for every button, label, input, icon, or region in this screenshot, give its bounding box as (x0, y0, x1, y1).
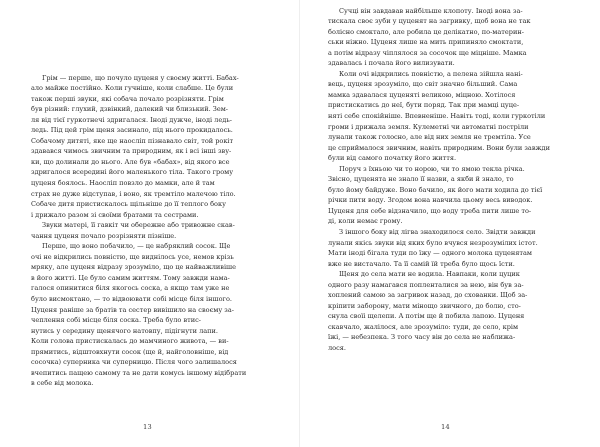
text-line: в його житті. Це було самим життям. Тому завжди нама- (31, 273, 230, 282)
text-line: Звуки матері, її гавкіт чи обережне або тривожне скав- (42, 221, 235, 230)
text-line: лунали також голосно, але від них земля не тремтіла. Усе (328, 133, 531, 142)
text-line: болісно смоктало, але робила це делікатно, по-материн- (328, 27, 524, 36)
text-line: Цуценя раніше за братів та сестер вивішило на своєму за- (31, 305, 234, 314)
text-line: кріпити заборону, мати мінощо звичного, до болю, сто- (328, 301, 521, 310)
text-line: мамка здавалася цуценяті великою, міцною. Хотілося (328, 90, 516, 99)
text-line: Собачому дитяті, яке ще наосліп пізнавало світ, той рокіт (31, 136, 234, 145)
text-line: скавчало, жалілося, але зрозуміло: туди, де село, крім (328, 322, 519, 331)
text-line: чання цуценя почало розрізняти пізніше. (31, 231, 177, 240)
text-line: було йому байдуже. Воно бачило, як його мати ходила до тієї (328, 185, 543, 194)
text-line: Коли очі відкрились повністю, а пелена зійшла нані- (339, 69, 523, 78)
text-line: хоплений самою за загривок назад, до схованки. Щоб за- (328, 291, 528, 300)
text-line: а потім відразу чіплялося за сосочок ще міцніше. Мамка (328, 48, 527, 57)
text-line: здавався чимось звичним та природним, як і всі інші зву- (31, 147, 232, 156)
text-line: нутись у середину щенячого натовпу, підігнути лапи. (31, 326, 218, 335)
text-line: було висмоктано, — то відвоювати собі місце біля іншого. (31, 294, 232, 303)
text-line: в себе від молока. (31, 379, 94, 388)
text-line: був різний: глухий, дзвінкий, далекий чи близький. Зем- (31, 105, 229, 114)
text-line: ля від тієї гуркотнечі здригалася. Іноді дужче, іноді ледь- (31, 115, 233, 124)
text-line: річки пити воду. Згодом вона навчила цьому весь виводок. (328, 196, 533, 205)
text-line: Грім — перше, що почуло цуценя у своєму житті. Бабах- (42, 73, 239, 82)
text-line: їжі, — небезпека. З того часу він до села не наближа- (328, 333, 516, 342)
paragraph (31, 220, 274, 241)
text-line: ки, що долинали до нього. Але був «бабах», від якого все (31, 157, 230, 166)
text-line: цуценя боялось. Наосліп повзло до мамки, але й там (31, 178, 215, 187)
paragraph (328, 164, 570, 227)
text-line: Коли голова пристискалась до мамчиного живота, — ви- (31, 337, 229, 346)
text-line: лося. (328, 344, 346, 352)
text-line: здригалося всередині його маленького тіла. Такого грому (31, 168, 234, 177)
text-line: чеплення собі місце біля соска. Треба було втис- (31, 316, 202, 325)
text-line: вець, цуценя зрозуміло, що світ значно більший. Сама (328, 80, 518, 89)
text-line: галося опинитися біля якогось соска, а якщо там уже не (31, 284, 230, 293)
text-line: Щеня до села мати не водила. Навпаки, коли цуцик (339, 270, 520, 279)
text-line: громи і дрижала земля. Кулеметні чи автоматні постріли (328, 122, 529, 131)
text-line: Сучці він завдавав найбільше клопоту. Іноді вона за- (339, 6, 523, 15)
text-line: пристискатись до неї, бути поряд. Так при мамці цуце- (328, 101, 520, 110)
text-line: ало майже постійно. Коли гучніше, коли слабше. Це були (31, 84, 234, 93)
text-line: Цуценя для себе відзначило, що воду треба пити лише то- (328, 206, 532, 215)
text-line: це сприймалося звичним, навіть природним. Вони були завжди (328, 143, 550, 152)
text-line: одного разу намагався попленталися за нею, він був за- (328, 280, 524, 289)
text-line: прямитись, відштовхнути сосок (ще й, найголовніше, від (31, 347, 229, 356)
text-line: і дрижало разом зі своїми братами та сестрами. (31, 210, 199, 219)
text-line: вчепитись пащею самому та не дати комусь іншому відібрати (31, 368, 247, 377)
text-line: снула своїі щелепи. А потім ще й побила лапою. Цуценя (328, 312, 525, 321)
text-line: мряку, але цуценя відразу зрозуміло, що це найважливіше (31, 263, 237, 272)
paragraph (31, 241, 274, 389)
text-line: страх не дуже відступав, і воно, як тремтіло малечою тіло. (31, 189, 236, 198)
page-number: 13 (143, 423, 152, 431)
text-line: лунали якісь звуки від яких було вчувся незрозумілих істот. (328, 238, 538, 247)
left-page-text (31, 73, 274, 389)
paragraph (328, 227, 570, 269)
text-line: Собаче дитя пристискалось щільніше до її теплого боку (31, 200, 226, 209)
paragraph (328, 269, 570, 353)
paragraph (328, 6, 570, 69)
text-line: тискала своє зуби у цуценят на загривку, щоб вона не так (328, 17, 531, 26)
text-line: ськи ніжно. Цуценя лише на мить припиняло смоктати, (328, 38, 524, 47)
text-line: очі не відкрились повністю, ще виднілось усе, немов крізь (31, 252, 234, 261)
page-number: 14 (441, 423, 450, 431)
text-line: здавалась і почала його вилизувати. (328, 59, 455, 68)
right-page-text (328, 6, 570, 354)
text-line: ді, коли немає грому. (328, 217, 403, 226)
text-line: няті себе спокійніше. Впевненіше. Навіть тоді, коли гуркотіли (328, 111, 546, 120)
text-line: Мати іноді бігала туди по їжу — одного молока цуценятам (328, 249, 533, 258)
text-line: Звісно, цуценята не знало її назви, а якби й знало, то (328, 175, 514, 184)
text-line: Перше, що воно побачило, — це набряклий сосок. Ще (42, 242, 231, 251)
text-line: вже не вистачало. Та її самій їй треба було щось їсти. (328, 259, 515, 268)
right-page (300, 0, 600, 447)
paragraph (328, 69, 570, 164)
text-line: соcочка) суперника чи суперницю. Після чого залишалося (31, 358, 237, 367)
text-line: Поруч з їхньою чи то норою, чи то ямою текла річка. (339, 164, 525, 173)
text-line: ледь. Під цей грім щеня засинало, під нього прокидалось. (31, 126, 233, 135)
text-line: також перші звуки, які собача почало розрізняти. Грім (31, 94, 224, 103)
text-line: були від самого початку його життя. (328, 154, 457, 163)
text-line: З іншого боку від лігва знаходилося село. Звідти завжди (339, 227, 536, 236)
paragraph (31, 73, 274, 221)
